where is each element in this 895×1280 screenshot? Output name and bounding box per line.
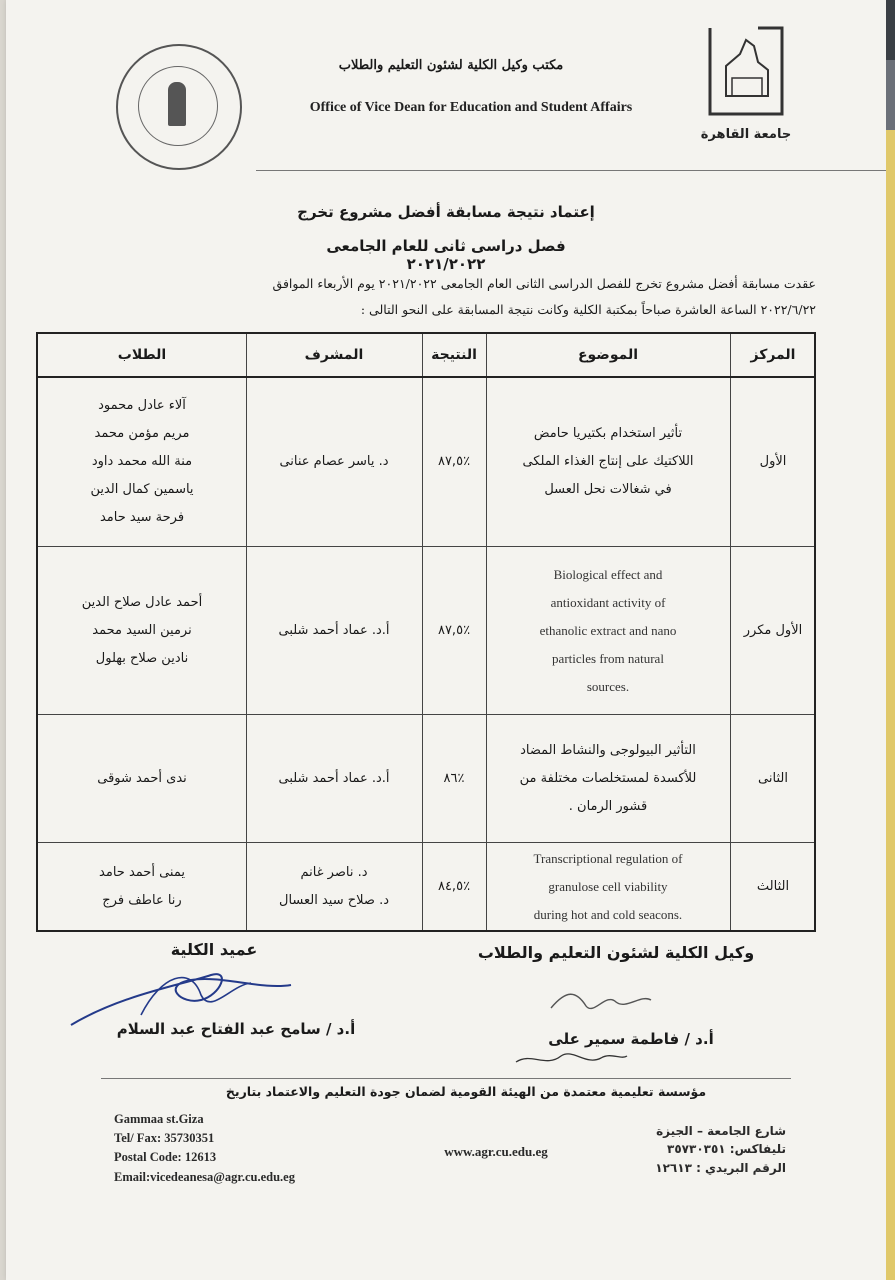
office-title-arabic: مكتب وكيل الكلية لشئون التعليم والطلاب bbox=[338, 58, 564, 73]
postal-arabic: الرقم البريدي : ١٢٦١٣ bbox=[655, 1161, 786, 1175]
table-row-2-rank: الأول مكرر bbox=[743, 622, 803, 638]
header-students: الطلاب bbox=[117, 347, 167, 363]
dean-name: أ.د / سامح عبد الفتاح عبد السلام bbox=[116, 1020, 356, 1038]
table-row-2-supervisor: أ.د. عماد أحمد شلبى bbox=[278, 622, 390, 638]
header-divider bbox=[256, 170, 891, 171]
table-row-1-students: آلاء عادل محمود مريم مؤمن محمد منة الله محمد داود ياسمين كمال الدين فرحة سيد حامد bbox=[90, 398, 194, 525]
table-row-3-result: ٪٨٦ bbox=[443, 770, 465, 786]
postal-english: Postal Code: 12613 bbox=[114, 1150, 217, 1164]
table-row-3-rank: الثانى bbox=[758, 770, 788, 786]
intro-line-1: عقدت مسابقة أفضل مشروع تخرج للفصل الدراسى الثانى العام الجامعى ٢٠٢١/٢٠٢٢ يوم الأربعاء الموافق bbox=[272, 276, 816, 291]
table-row-3-topic: التأثير البيولوجى والنشاط المضاد للأكسدة لمستخلصات مختلفة من قشور الرمان . bbox=[519, 742, 697, 814]
email-english: Email:vicedeanesa@agr.cu.edu.eg bbox=[114, 1170, 295, 1184]
cairo-university-logo bbox=[696, 18, 796, 144]
document-title: إعتماد نتيجة مسابقة أفضل مشروع تخرج bbox=[297, 203, 595, 221]
table-row-1-result: ٪٨٧,٥ bbox=[437, 454, 471, 469]
table-row-2-topic: Biological effect and antioxidant activity of ethanolic extract and nano particles from natural sources. bbox=[539, 566, 677, 694]
phone-english: Tel/ Fax: 35730351 bbox=[114, 1131, 215, 1145]
header-result: النتيجة bbox=[431, 347, 477, 363]
vice-dean-title: وكيل الكلية لشئون التعليم والطلاب bbox=[477, 943, 755, 962]
handwritten-date bbox=[511, 1044, 631, 1072]
intro-line-2: ٢٠٢٢/٦/٢٢ الساعة العاشرة صباحاً بمكتبة الكلية وكانت نتيجة المسابقة على النحو التالى : bbox=[360, 302, 816, 317]
accreditation-note: مؤسسة تعليمية معتمدة من الهيئة القومية لضمان جودة التعليم والاعتماد بتاريخ bbox=[225, 1084, 707, 1099]
address-english: Gammaa st.Giza bbox=[114, 1112, 204, 1126]
table-row-4-result: ٪٨٤,٥ bbox=[437, 878, 471, 894]
table-row-2-students: أحمد عادل صلاح الدين نرمين السيد محمد نادين صلاح بهلول bbox=[81, 594, 203, 666]
vice-dean-signature bbox=[546, 980, 656, 1020]
table-row-2-result: ٪٨٧,٥ bbox=[437, 622, 471, 638]
vice-dean-name: أ.د / فاطمة سمير على bbox=[548, 1030, 714, 1048]
website-link[interactable]: www.agr.cu.edu.eg bbox=[444, 1144, 548, 1159]
header-supervisor: المشرف bbox=[304, 347, 364, 363]
table-row-1-rank: الأول bbox=[759, 454, 787, 469]
table-row-4-supervisor: د. ناصر غانم د. صلاح سيد العسال bbox=[279, 864, 389, 908]
results-table bbox=[36, 332, 816, 932]
document-page bbox=[6, 0, 886, 1280]
table-row-3-students: ندى أحمد شوقى bbox=[97, 770, 187, 786]
table-row-4-students: يمنى أحمد حامد رنا عاطف فرج bbox=[99, 864, 185, 908]
table-row-4-rank: الثالث bbox=[756, 878, 790, 894]
header-rank: المركز bbox=[750, 347, 796, 363]
dean-title: عميد الكلية bbox=[170, 940, 258, 959]
table-row-3-supervisor: أ.د. عماد أحمد شلبى bbox=[278, 770, 390, 786]
faculty-seal-logo bbox=[116, 44, 242, 170]
address-arabic: شارع الجامعة – الجيزة bbox=[656, 1124, 786, 1138]
header-topic: الموضوع bbox=[577, 347, 639, 363]
table-row-1-topic: تأثير استخدام بكتيريا حامض اللاكتيك على إنتاج الغذاء الملكى في شغالات نحل العسل bbox=[522, 426, 694, 497]
document-subtitle: فصل دراسى ثانى للعام الجامعى ٢٠٢١/٢٠٢٢ bbox=[326, 237, 566, 273]
footer-divider bbox=[101, 1078, 791, 1079]
svg-text:جامعة القاهرة: جامعة القاهرة bbox=[700, 127, 792, 142]
desk-background-edge bbox=[886, 0, 895, 1280]
phone-arabic: تليفاكس: ٣٥٧٣٠٣٥١ bbox=[667, 1142, 786, 1156]
table-row-1-supervisor: د. ياسر عصام عنانى bbox=[279, 454, 389, 469]
table-row-4-topic: Transcriptional regulation of granulose cell viability during hot and cold seacons. bbox=[533, 850, 683, 922]
office-title-english: Office of Vice Dean for Education and Student Affairs bbox=[309, 100, 633, 115]
